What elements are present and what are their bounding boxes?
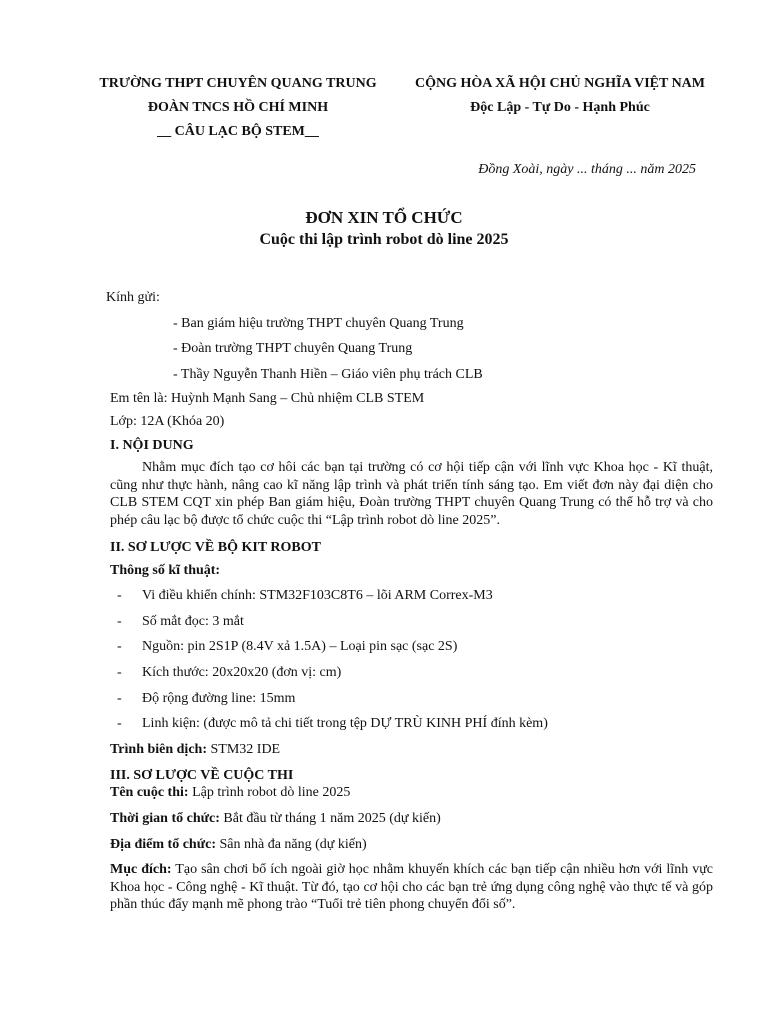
spec-item: Nguồn: pin 2S1P (8.4V xả 1.5A) – Loại pin sạc (sạc 2S)	[142, 639, 458, 654]
contest-name-line	[110, 784, 350, 802]
contest-purpose-label: Mục đích:	[110, 862, 172, 877]
bullet-dash: -	[117, 639, 122, 654]
document-date: Đồng Xoài, ngày ... tháng ... năm 2025	[478, 162, 696, 177]
bullet-dash: -	[117, 665, 122, 680]
compiler-label: Trình biên dịch:	[110, 742, 207, 757]
salutation-label: Kính gửi:	[106, 290, 160, 305]
spec-heading: Thông số kĩ thuật:	[110, 563, 221, 578]
section-paragraph: Nhằm mục đích tạo cơ hôi các bạn tại trường có cơ hội tiếp cận với lĩnh vực Khoa học - Kĩ thuật, cũng như thực hành, nâng cao kĩ năng lập trình và phát triển tính sáng tạo. Em viết đơn này đại diện cho CLB STEM CQT xin phép Ban giám hiệu, Đoàn trường THPT chuyên Quang Trung có thể hỗ trợ và cho phép câu lạc bộ được tổ chức cuộc thi “Lập trình robot dò line 2025”.	[110, 460, 713, 528]
contest-name-label: Tên cuộc thi:	[110, 785, 189, 800]
contest-name-value: Lập trình robot dò line 2025	[188, 785, 351, 800]
recipient-item: - Ban giám hiệu trường THPT chuyên Quang Trung	[173, 316, 464, 331]
bullet-dash: -	[117, 691, 122, 706]
recipient-item: - Thầy Nguyễn Thanh Hiền – Giáo viên phụ trách CLB	[173, 367, 483, 382]
bullet-dash: -	[117, 588, 122, 603]
compiler-value: STM32 IDE	[207, 742, 281, 757]
contest-purpose	[110, 861, 713, 914]
club-name: __ CÂU LẠC BỘ STEM__	[157, 124, 319, 139]
spec-item: Linh kiện: (được mô tả chi tiết trong tệp DỰ TRÙ KINH PHÍ đính kèm)	[142, 716, 548, 731]
contest-time-label: Thời gian tổ chức:	[110, 811, 220, 826]
union-name: ĐOÀN TNCS HỒ CHÍ MINH	[147, 100, 329, 115]
recipient-item: - Đoàn trường THPT chuyên Quang Trung	[173, 341, 413, 356]
section-heading: II. SƠ LƯỢC VỀ BỘ KIT ROBOT	[110, 540, 321, 555]
contest-place-line	[110, 836, 367, 854]
spec-item: Số mắt đọc: 3 mắt	[142, 614, 244, 629]
spec-item: Độ rộng đường line: 15mm	[142, 691, 296, 706]
spec-item: Vi điều khiển chính: STM32F103C8T6 – lõi ARM Correx-M3	[142, 588, 493, 603]
compiler-line	[110, 741, 280, 759]
document-title: ĐƠN XIN TỔ CHỨC	[305, 208, 463, 227]
national-motto: Độc Lập - Tự Do - Hạnh Phúc	[470, 100, 650, 115]
contest-place-label: Địa điểm tổ chức:	[110, 837, 216, 852]
section-heading: III. SƠ LƯỢC VỀ CUỘC THI	[110, 768, 294, 783]
contest-time-line	[110, 810, 441, 828]
bullet-dash: -	[117, 716, 122, 731]
contest-purpose-value: Tạo sân chơi bổ ích ngoài giờ học nhằm khuyến khích các bạn tiếp cận nhiều hơn với lĩnh vực Khoa học - Công nghệ - Kĩ thuật. Từ đó, tạo cơ hội cho các bạn trẻ ứng dụng công nghệ vào thực tế và góp phần thúc đẩy mạnh mẽ phong trào “Tuổi trẻ tiên phong chuyển đổi số”.	[110, 862, 713, 912]
spec-item: Kích thước: 20x20x20 (đơn vị: cm)	[142, 665, 342, 680]
sender-class-line: Lớp: 12A (Khóa 20)	[110, 414, 225, 429]
national-title: CỘNG HÒA XÃ HỘI CHỦ NGHĨA VIỆT NAM	[414, 76, 705, 91]
sender-name-line: Em tên là: Huỳnh Mạnh Sang – Chủ nhiệm CLB STEM	[110, 391, 425, 406]
document-subtitle: Cuộc thi lập trình robot dò line 2025	[259, 231, 509, 248]
contest-time-value: Bắt đầu từ tháng 1 năm 2025 (dự kiến)	[219, 811, 441, 826]
contest-place-value: Sân nhà đa năng (dự kiến)	[216, 837, 367, 852]
bullet-dash: -	[117, 614, 122, 629]
school-name: TRƯỜNG THPT CHUYÊN QUANG TRUNG	[99, 76, 377, 91]
section-heading: I. NỘI DUNG	[110, 438, 194, 453]
